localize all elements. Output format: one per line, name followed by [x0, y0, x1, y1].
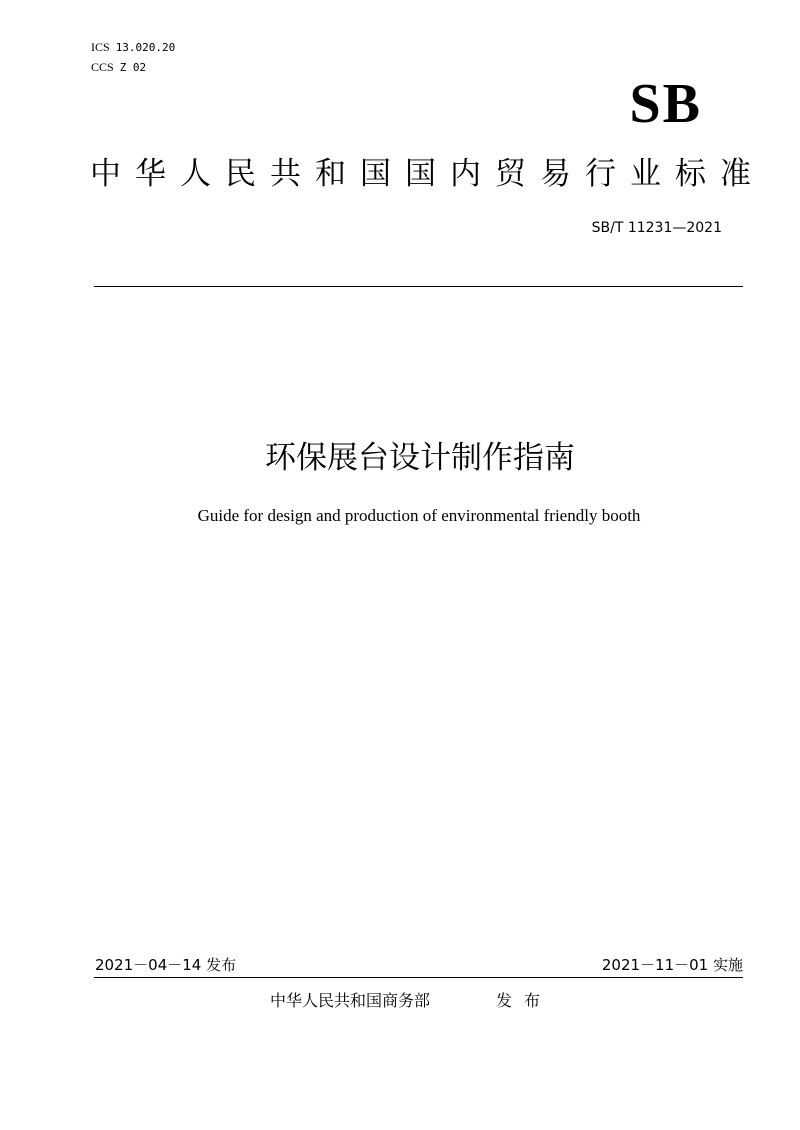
document-title-english: Guide for design and production of environmental friendly booth	[197, 506, 641, 525]
issue-date: 2021－04－14 发布	[95, 956, 237, 974]
ccs-label: CCS	[91, 60, 114, 74]
standard-number: SB/T 11231—2021	[591, 220, 722, 236]
publish-label: 发布	[496, 991, 553, 1010]
standard-category: 中华人民共和国国内贸易行业标准	[90, 156, 765, 192]
standard-logo: SB	[629, 73, 702, 135]
implementation-date: 2021－11－01 实施	[601, 956, 743, 974]
ics-line	[91, 40, 175, 55]
ics-label: ICS	[91, 40, 110, 54]
publisher-name: 中华人民共和国商务部	[270, 991, 431, 1010]
ics-code: 13.020.20	[115, 41, 176, 54]
header-divider	[94, 286, 743, 287]
document-title-chinese: 环保展台设计制作指南	[265, 440, 575, 476]
footer-divider	[94, 977, 743, 978]
ccs-line	[91, 60, 146, 75]
ccs-code: Z 02	[119, 61, 147, 74]
